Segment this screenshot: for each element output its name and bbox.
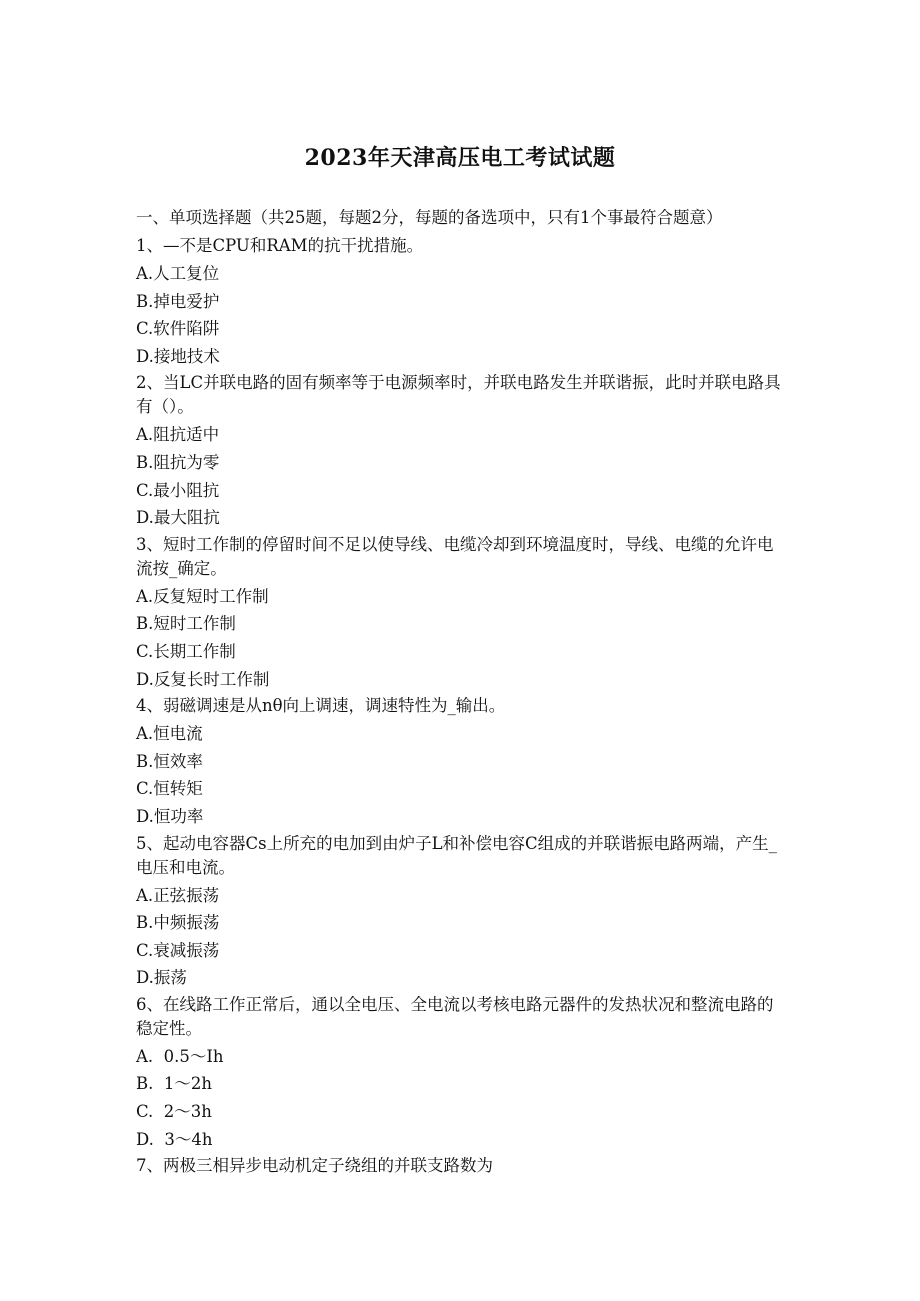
- question-4: [136, 694, 784, 829]
- option-list: [136, 1044, 784, 1152]
- option-list: [136, 584, 784, 692]
- option-b: B.掉电爱护: [136, 291, 220, 311]
- option-list: [136, 261, 784, 369]
- question-2: [136, 371, 784, 530]
- option-b: B.阻抗为零: [136, 452, 220, 472]
- option-a: A.正弦振荡: [136, 885, 220, 905]
- question-5: [136, 832, 784, 991]
- option-c: C.软件陷阱: [136, 319, 220, 339]
- option-b: B.恒效率: [136, 751, 203, 771]
- option-b: B. 1～2h: [136, 1074, 212, 1094]
- option-b: B.中频振荡: [136, 913, 220, 933]
- option-list: [136, 721, 784, 829]
- question-stem: 1、—不是CPU和RAM的抗干扰措施。: [136, 236, 424, 255]
- option-a: A. 0.5～Ih: [136, 1046, 224, 1066]
- option-list: [136, 422, 784, 530]
- question-3: [136, 533, 784, 692]
- question-stem: 6、在线路工作正常后，通以全电压、全电流以考核电路元器件的发热状况和整流电路的稳定性。: [136, 994, 774, 1038]
- option-d: D. 3～4h: [136, 1129, 213, 1149]
- question-stem: 2、当LC并联电路的固有频率等于电源频率时，并联电路发生并联谐振，此时并联电路具有（）。: [136, 373, 781, 417]
- option-b: B.短时工作制: [136, 614, 236, 634]
- option-a: A.反复短时工作制: [136, 586, 269, 606]
- option-d: D.恒功率: [136, 806, 204, 826]
- option-a: A.阻抗适中: [136, 425, 220, 445]
- option-c: C.衰减振荡: [136, 940, 220, 960]
- option-d: D.最大阻抗: [136, 508, 220, 528]
- document-body: [136, 205, 784, 1181]
- option-list: [136, 883, 784, 991]
- question-stem: 4、弱磁调速是从nθ向上调速，调速特性为_输出。: [136, 696, 506, 716]
- section-header: 一、单项选择题（共25题，每题2分，每题的备选项中，只有1个事最符合题意）: [136, 208, 723, 227]
- question-stem: 3、短时工作制的停留时间不足以使导线、电缆冷却到环境温度时，导线、电缆的允许电流按_确定。: [136, 534, 774, 578]
- option-c: C.恒转矩: [136, 779, 203, 799]
- option-d: D.反复长时工作制: [136, 669, 270, 689]
- option-c: C. 2～3h: [136, 1102, 212, 1122]
- document-title: 2023年天津高压电工考试试题: [304, 145, 616, 171]
- option-a: A.人工复位: [136, 264, 220, 283]
- option-d: D.接地技术: [136, 346, 220, 366]
- question-stem: 5、起动电容器Cs上所充的电加到由炉子L和补偿电容C组成的并联谐振电路两端，产生_电压和电流。: [136, 833, 777, 877]
- option-c: C.最小阻抗: [136, 480, 220, 500]
- question-stem: 7、两极三相异步电动机定子绕组的并联支路数为: [136, 1156, 493, 1176]
- question-1: [136, 234, 784, 369]
- option-c: C.长期工作制: [136, 641, 236, 661]
- option-d: D.振荡: [136, 968, 187, 988]
- option-a: A.恒电流: [136, 724, 203, 744]
- question-6: [136, 993, 784, 1152]
- question-7: [136, 1154, 784, 1178]
